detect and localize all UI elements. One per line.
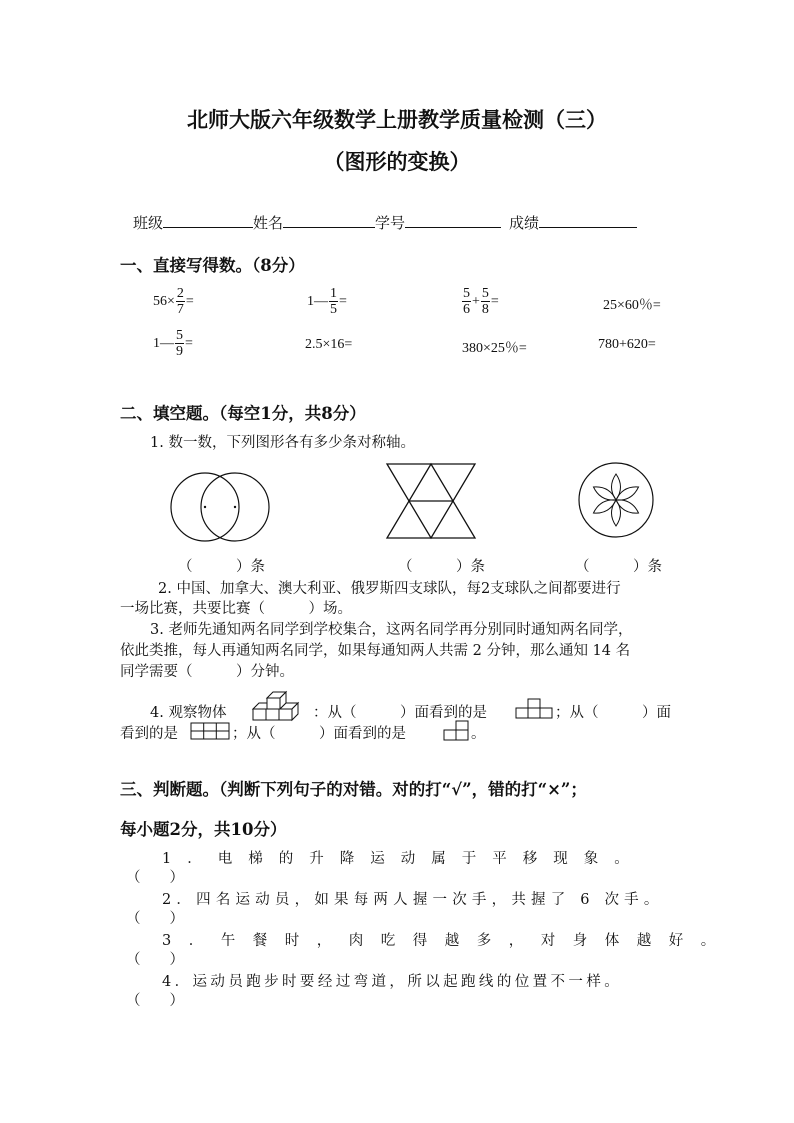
question-2-3-line1: 3. 老师先通知两名同学到学校集合，这两名同学再分别同时通知两名同学， — [150, 622, 633, 638]
center-dot — [204, 506, 206, 508]
judge-blank-3[interactable]: （ ） — [126, 952, 184, 968]
denominator: 5 — [330, 302, 337, 317]
cube-face — [253, 709, 266, 720]
view-shape-2 — [190, 722, 232, 742]
cube-face — [267, 698, 280, 709]
numerator: 2 — [176, 286, 184, 301]
judge-blank-4[interactable]: （ ） — [126, 993, 184, 1009]
calc-text: = — [339, 293, 347, 309]
fraction — [462, 286, 471, 317]
name-label: 姓名 — [253, 214, 284, 232]
judge-item-4: 4．运动员跑步时要经过弯道，所以起跑线的位置不一样。 — [162, 974, 623, 990]
denominator: 6 — [463, 302, 470, 317]
answer-blank-3[interactable]: （ ）条 — [575, 559, 662, 575]
cube-top — [253, 703, 267, 709]
question-2-3-line3: 同学需要（ ）分钟。 — [120, 664, 294, 680]
calc-item-8: 780+620= — [598, 337, 656, 352]
calc-item-3 — [461, 286, 499, 317]
judge-item-1: 1．电梯的升降运动属于平移现象。 — [162, 851, 645, 867]
question-2-2-line2: 一场比赛，共要比赛（ ）场。 — [120, 601, 352, 617]
flower-circle-figure — [575, 462, 660, 542]
fraction — [175, 328, 184, 359]
section2-heading: 二、填空题。（每空1分，共8分） — [120, 404, 366, 423]
fraction — [329, 286, 338, 317]
score-field[interactable] — [539, 214, 637, 228]
fraction — [176, 286, 185, 317]
page-subtitle: （图形的变换） — [323, 149, 471, 174]
question-2-4-a: 4. 观察物体 — [150, 705, 227, 721]
operator: + — [472, 293, 480, 309]
petal — [614, 483, 641, 504]
calc-text: = — [185, 293, 194, 309]
name-field[interactable] — [283, 214, 375, 228]
question-2-4-e: ；从（ ）面看到的是 — [232, 726, 406, 742]
calc-text: = — [490, 293, 499, 309]
calc-text: 1— — [307, 293, 328, 309]
calc-item-6: 2.5×16= — [305, 337, 353, 352]
petal — [614, 496, 641, 517]
question-2-4-d: 看到的是 — [120, 726, 178, 742]
numerator: 5 — [463, 286, 470, 301]
calc-item-1 — [153, 286, 194, 317]
answer-blank-1[interactable]: （ ）条 — [178, 559, 265, 575]
calc-item-2 — [307, 286, 347, 317]
view-shape-3 — [443, 720, 471, 742]
numerator: 5 — [176, 328, 183, 343]
center-dot — [234, 506, 236, 508]
number-field[interactable] — [405, 214, 501, 228]
section3-heading-line1: 三、判断题。（判断下列句子的对错。对的打“√”，错的打“×”； — [120, 780, 587, 799]
question-2-4-f: 。 — [471, 726, 486, 742]
page-title: 北师大版六年级数学上册教学质量检测（三） — [187, 107, 607, 132]
denominator: 8 — [481, 302, 489, 317]
question-2-4-b: ：从（ ）面看到的是 — [313, 705, 487, 721]
denominator: 9 — [176, 344, 183, 359]
calc-item-4: 25×60％= — [603, 298, 661, 313]
petal — [612, 500, 621, 526]
section3-heading-line2: 每小题2分，共10分） — [120, 820, 287, 839]
answer-blank-2[interactable]: （ ）条 — [398, 559, 485, 575]
question-2-1: 1. 数一数，下列图形各有多少条对称轴。 — [150, 435, 415, 451]
calc-text: 56× — [153, 293, 175, 309]
cube-face — [266, 709, 279, 720]
judge-item-2: 2．四名运动员，如果每两人握一次手，共握了 6 次手。 — [162, 892, 664, 908]
calc-item-5 — [153, 328, 193, 359]
view-shape-1 — [515, 698, 555, 720]
petal — [591, 483, 618, 504]
petal — [591, 496, 618, 517]
petal — [612, 474, 621, 500]
question-2-2-line1: 2. 中国、加拿大、澳大利亚、俄罗斯四支球队，每2支球队之间都要进行 — [158, 581, 621, 597]
student-info-line — [133, 212, 637, 233]
question-2-3-line2: 依此类推，每人再通知两名同学，如果每通知两人共需 2 分钟，那么通知 14 名 — [120, 643, 631, 659]
calc-item-7: 380×25％= — [462, 341, 527, 356]
two-circles-figure — [165, 470, 275, 550]
judge-item-3: 3．午餐时，肉吃得越多，对身体越好。 — [162, 933, 733, 949]
star-triangles-figure — [385, 462, 480, 542]
fraction — [481, 286, 490, 317]
section1-heading: 一、直接写得数。（8分） — [120, 256, 305, 275]
denominator: 7 — [176, 302, 184, 317]
judge-blank-2[interactable]: （ ） — [126, 911, 184, 927]
cube-face — [279, 709, 292, 720]
calc-text: 1— — [153, 335, 174, 351]
judge-blank-1[interactable]: （ ） — [126, 870, 184, 886]
numerator: 5 — [481, 286, 489, 301]
cube-stack-figure — [251, 690, 307, 722]
score-label: 成绩 — [509, 214, 540, 232]
class-field[interactable] — [163, 214, 253, 228]
numerator: 1 — [330, 286, 337, 301]
number-label: 学号 — [375, 214, 406, 232]
calc-text: = — [185, 335, 193, 351]
class-label: 班级 — [133, 214, 164, 232]
question-2-4-c: ；从（ ）面 — [555, 705, 671, 721]
